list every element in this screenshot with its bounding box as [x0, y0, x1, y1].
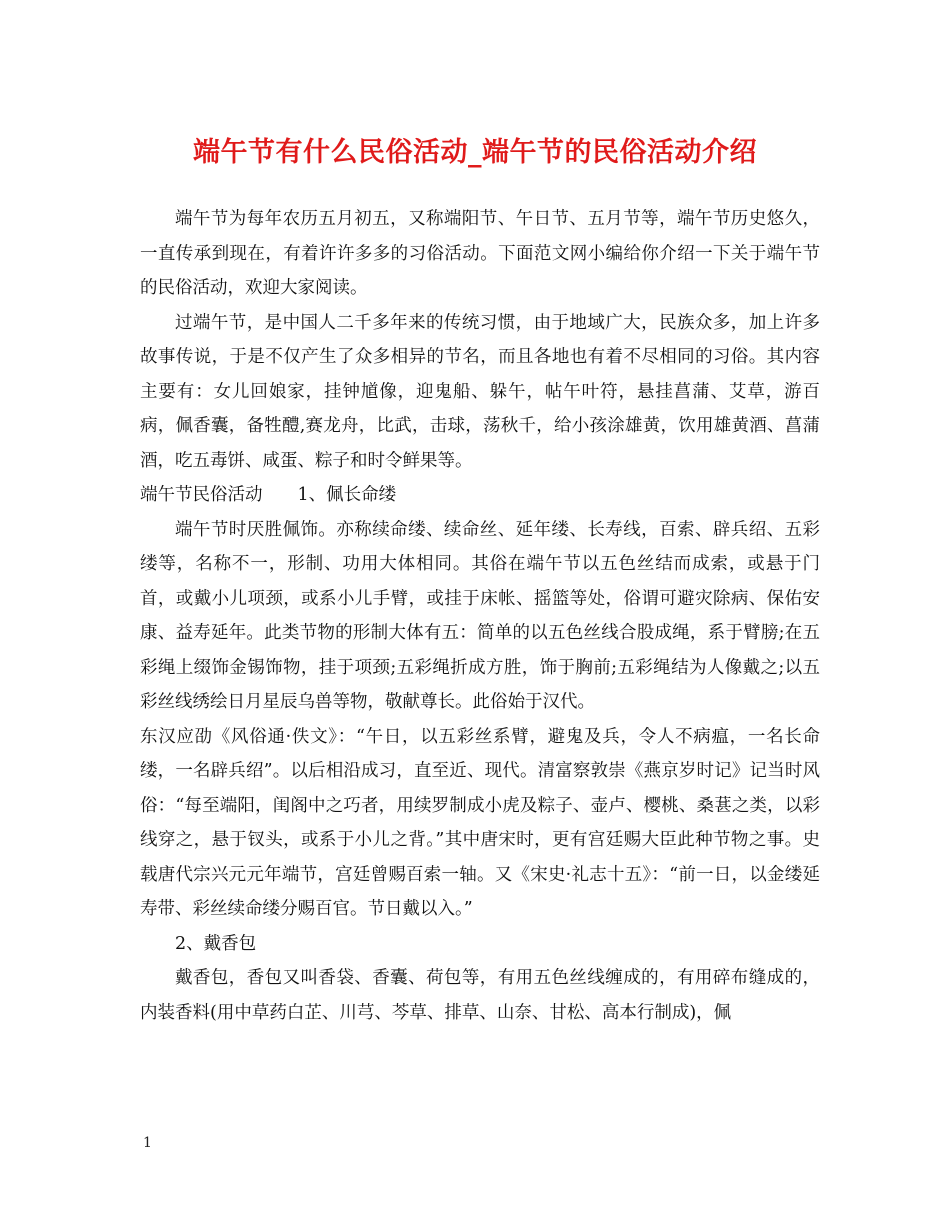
paragraph: 戴香包，香包又叫香袋、香囊、荷包等，有用五色丝线缠成的，有用碎布缝成的，内装香料(用中草药白芷、川芎、芩草、排草、山奈、甘松、高本行制成)，佩 — [140, 968, 820, 1023]
paragraph: 端午节为每年农历五月初五，又称端阳节、午日节、五月节等，端午节历史悠久，一直传承到现在，有着许许多多的习俗活动。下面范文网小编给你介绍一下关于端午节的民俗活动，欢迎大家阅读。 — [140, 209, 820, 298]
paragraph: 东汉应劭《风俗通·佚文》：“午日，以五彩丝系臂，避鬼及兵，令人不病瘟，一名长命缕，一名辟兵绍”。以后相沿成习，直至近、现代。清富察敦崇《燕京岁时记》记当时风俗：“每至端阳，闺阁中之巧者，用续罗制成小虎及粽子、壶卢、樱桃、桑葚之类，以彩线穿之，悬于钗头，或系于小儿之背。”其中唐宋时，更有宫廷赐大臣此种节物之事。史载唐代宗兴元元年端节，宫廷曾赐百索一轴。又《宋史·礼志十五》：“前一日，以金缕延寿带、彩丝续命缕分赐百官。节日戴以入。” — [140, 726, 820, 919]
paragraph: 过端午节，是中国人二千多年来的传统习惯，由于地域广大，民族众多，加上许多故事传说，于是不仅产生了众多相异的节名，而且各地也有着不尽相同的习俗。其内容主要有：女儿回娘家，挂钟馗像，迎鬼船、躲午，帖午叶符，悬挂菖蒲、艾草，游百病，佩香囊，备牲醴,赛龙舟，比武，击球，荡秋千，给小孩涂雄黄，饮用雄黄酒、菖蒲酒，吃五毒饼、咸蛋、粽子和时令鲜果等。 — [140, 312, 820, 471]
section-heading: 2、戴香包 — [175, 933, 257, 954]
document-body — [140, 202, 820, 1030]
section-heading: 端午节民俗活动 1、佩长命缕 — [140, 485, 397, 505]
paragraph: 端午节时厌胜佩饰。亦称续命缕、续命丝、延年缕、长寿线，百索、辟兵绍、五彩缕等，名称不一，形制、功用大体相同。其俗在端午节以五色丝结而成索，或悬于门首，或戴小儿项颈，或系小儿手臂，或挂于床帐、摇篮等处，俗谓可避灾除病、保佑安康、益寿延年。此类节物的形制大体有五：简单的以五色丝线合股成绳，系于臂膀;在五彩绳上缀饰金锡饰物，挂于项颈;五彩绳折成方胜，饰于胸前;五彩绳结为人像戴之;以五彩丝线绣绘日月星辰乌兽等物，敬献尊长。此俗始于汉代。 — [140, 519, 820, 712]
document-title: 端午节有什么民俗活动_端午节的民俗活动介绍 — [193, 137, 757, 168]
page-number: 1 — [143, 1135, 152, 1151]
